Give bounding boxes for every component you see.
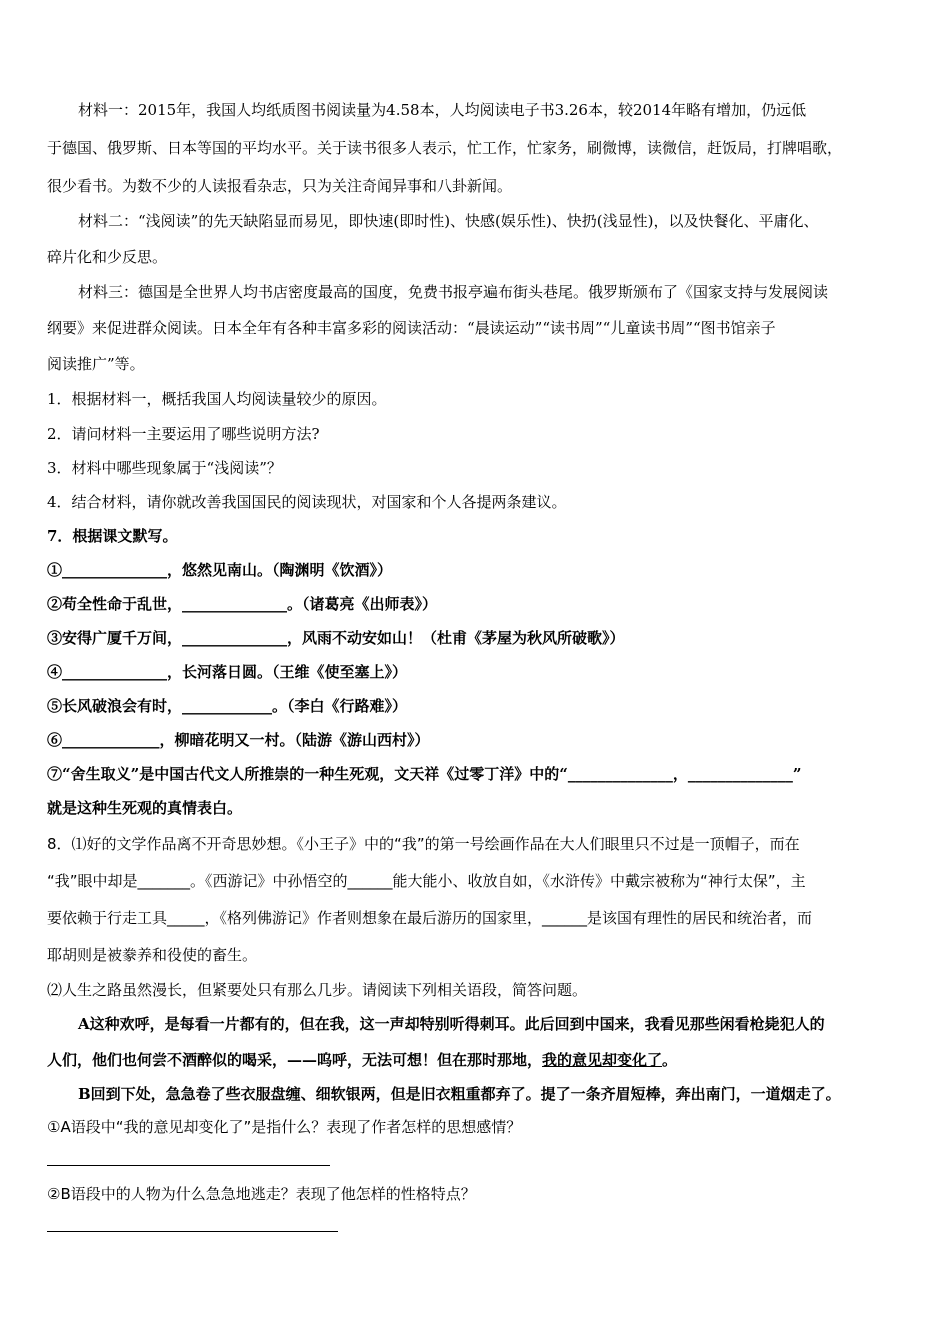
answer-line-1[interactable]: [47, 1165, 330, 1166]
recitation-item-7-continued: 就是这种生死观的真情表白。: [47, 799, 243, 817]
passage-b: B回到下处，急急卷了些衣服盘缠、细软银两，但是旧衣粗重都弃了。提了一条齐眉短棒，奔出南门，一道烟走了。: [78, 1085, 841, 1103]
recitation-item-1: ①______________，悠然见南山。（陶渊明《饮酒》）: [47, 561, 393, 579]
question-8-part-1-line-3: 要依赖于行走工具_____，《格列佛游记》作者则想象在最后游历的国家里，______是该国有理性的居民和统治者，而: [47, 909, 813, 927]
question-8-part-2: ⑵人生之路虽然漫长，但紧要处只有那么几步。请阅读下列相关语段，简答问题。: [47, 981, 588, 999]
question-4: 4．结合材料，请你就改善我国国民的阅读现状，对国家和个人各提两条建议。: [47, 493, 567, 511]
question-8-part-1-line-1: 8．⑴好的文学作品离不开奇思妙想。《小王子》中的“我”的第一号绘画作品在大人们眼里只不过是一顶帽子，而在: [47, 835, 800, 853]
question-2: 2．请问材料一主要运用了哪些说明方法?: [47, 425, 320, 443]
recitation-item-5: ⑤长风破浪会有时，____________。（李白《行路难》）: [47, 697, 408, 715]
material-1-line-2: 于德国、俄罗斯、日本等国的平均水平。关于读书很多人表示，忙工作，忙家务，刷微博，读微信，赶饭局，打牌唱歌，: [47, 139, 843, 157]
passage-a-line-2: [47, 1050, 920, 1070]
passage-a-end: 。: [662, 1051, 678, 1069]
question-8-part-1-line-2: “我”眼中却是_______。《西游记》中孙悟空的______能大能小、收放自如，《水浒传》中戴宗被称为“神行太保”，主: [47, 872, 806, 890]
passage-a-line-1: A这种欢呼，是每看一片都有的，但在我，这一声却特别听得刺耳。此后回到中国来，我看见那些闲看枪毙犯人的: [78, 1015, 825, 1033]
material-3-line-3: 阅读推广”等。: [47, 355, 145, 373]
recitation-item-4: ④______________，长河落日圆。（王维《使至塞上》）: [47, 663, 408, 681]
question-8-part-1-line-4: 耶胡则是被豢养和役使的畜生。: [47, 946, 258, 964]
material-2-line-2: 碎片化和少反思。: [47, 248, 168, 266]
material-3-line-1: 材料三：德国是全世界人均书店密度最高的国度，免费书报亭遍布街头巷尾。俄罗斯颁布了《国家支持与发展阅读: [78, 283, 829, 301]
sub-question-2: ②B语段中的人物为什么急急地逃走？表现了他怎样的性格特点？: [47, 1185, 476, 1203]
recitation-item-6: ⑥_____________，柳暗花明又一村。（陆游《游山西村》）: [47, 731, 430, 749]
recitation-item-7: ⑦“舍生取义”是中国古代文人所推崇的一种生死观，文天祥《过零丁洋》中的“______________，______________”: [47, 765, 802, 783]
passage-a-underlined-phrase: 我的意见却变化了: [542, 1051, 663, 1069]
answer-line-2[interactable]: [47, 1231, 338, 1232]
question-3: 3．材料中哪些现象属于“浅阅读”？: [47, 459, 282, 477]
question-1: 1．根据材料一，概括我国人均阅读量较少的原因。: [47, 390, 387, 408]
material-1-line-1: 材料一：2015年，我国人均纸质图书阅读量为4.58本，人均阅读电子书3.26本，较2014年略有增加，仍远低: [78, 101, 807, 119]
material-1-line-3: 很少看书。为数不少的人读报看杂志，只为关注奇闻异事和八卦新闻。: [47, 177, 513, 195]
recitation-item-2: ②苟全性命于乱世，______________。（诸葛亮《出师表》）: [47, 595, 438, 613]
passage-a-text: 人们，他们也何尝不酒醉似的喝采，——呜呼，无法可想！但在那时那地，: [47, 1051, 543, 1069]
material-2-line-1: 材料二：“浅阅读”的先天缺陷显而易见，即快速(即时性)、快感(娱乐性)、快扔(浅显性)，以及快餐化、平庸化、: [78, 212, 819, 230]
material-3-line-2: 纲要》来促进群众阅读。日本全年有各种丰富多彩的阅读活动：“晨读运动”“读书周”“儿童读书周”“图书馆亲子: [47, 319, 776, 337]
question-7-title: 7．根据课文默写。: [47, 527, 178, 545]
sub-question-1: ①A语段中“我的意见却变化了”是指什么？表现了作者怎样的思想感情？: [47, 1118, 522, 1136]
recitation-item-3: ③安得广厦千万间，______________，风雨不动安如山！（杜甫《茅屋为秋风所破歌》）: [47, 629, 625, 647]
